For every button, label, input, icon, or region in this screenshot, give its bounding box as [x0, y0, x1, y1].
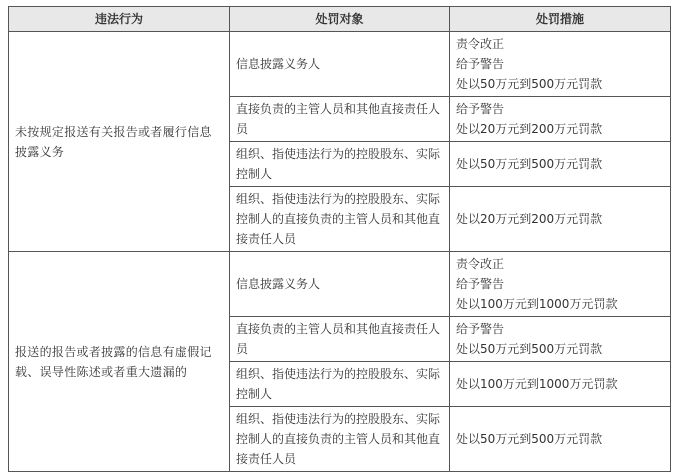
measure-line: 处以50万元到500万元罚款	[456, 432, 603, 446]
target-cell: 组织、指使违法行为的控股股东、实际控制人的直接负责的主管人员和其他直接责任人员	[230, 187, 450, 252]
measure-line: 处以100万元到1000万元罚款	[456, 377, 618, 391]
table-row	[9, 32, 671, 97]
target-cell: 组织、指使违法行为的控股股东、实际控制人	[230, 142, 450, 187]
header-violation: 违法行为	[9, 7, 230, 32]
measure-line: 给予警告	[456, 277, 505, 291]
measure-line: 责令改正	[456, 257, 505, 271]
target-cell: 组织、指使违法行为的控股股东、实际控制人	[230, 362, 450, 407]
measure-line: 处以100万元到1000万元罚款	[456, 297, 618, 311]
header-target: 处罚对象	[230, 7, 450, 32]
measure-line: 处以50万元到500万元罚款	[456, 157, 603, 171]
table-row	[9, 252, 671, 317]
measure-line: 给予警告	[456, 322, 505, 336]
measure-line: 给予警告	[456, 57, 505, 71]
measures-cell	[450, 407, 671, 472]
measure-line: 处以50万元到500万元罚款	[456, 77, 603, 91]
measures-cell	[450, 362, 671, 407]
header-measures: 处罚措施	[450, 7, 671, 32]
header-row	[9, 7, 671, 32]
measures-cell	[450, 32, 671, 97]
measure-line: 处以20万元到200万元罚款	[456, 122, 603, 136]
measure-line: 处以50万元到500万元罚款	[456, 342, 603, 356]
penalty-table	[8, 6, 671, 472]
measure-line: 给予警告	[456, 102, 505, 116]
measure-line: 处以20万元到200万元罚款	[456, 212, 603, 226]
target-cell: 组织、指使违法行为的控股股东、实际控制人的直接负责的主管人员和其他直接责任人员	[230, 407, 450, 472]
measure-line: 责令改正	[456, 37, 505, 51]
violation-cell: 未按规定报送有关报告或者履行信息披露义务	[9, 32, 230, 252]
measures-cell	[450, 317, 671, 362]
target-cell: 直接负责的主管人员和其他直接责任人员	[230, 317, 450, 362]
target-cell: 信息披露义务人	[230, 32, 450, 97]
measures-cell	[450, 97, 671, 142]
measures-cell	[450, 187, 671, 252]
measures-cell	[450, 252, 671, 317]
violation-cell: 报送的报告或者披露的信息有虚假记载、误导性陈述或者重大遗漏的	[9, 252, 230, 472]
measures-cell	[450, 142, 671, 187]
target-cell: 信息披露义务人	[230, 252, 450, 317]
target-cell: 直接负责的主管人员和其他直接责任人员	[230, 97, 450, 142]
